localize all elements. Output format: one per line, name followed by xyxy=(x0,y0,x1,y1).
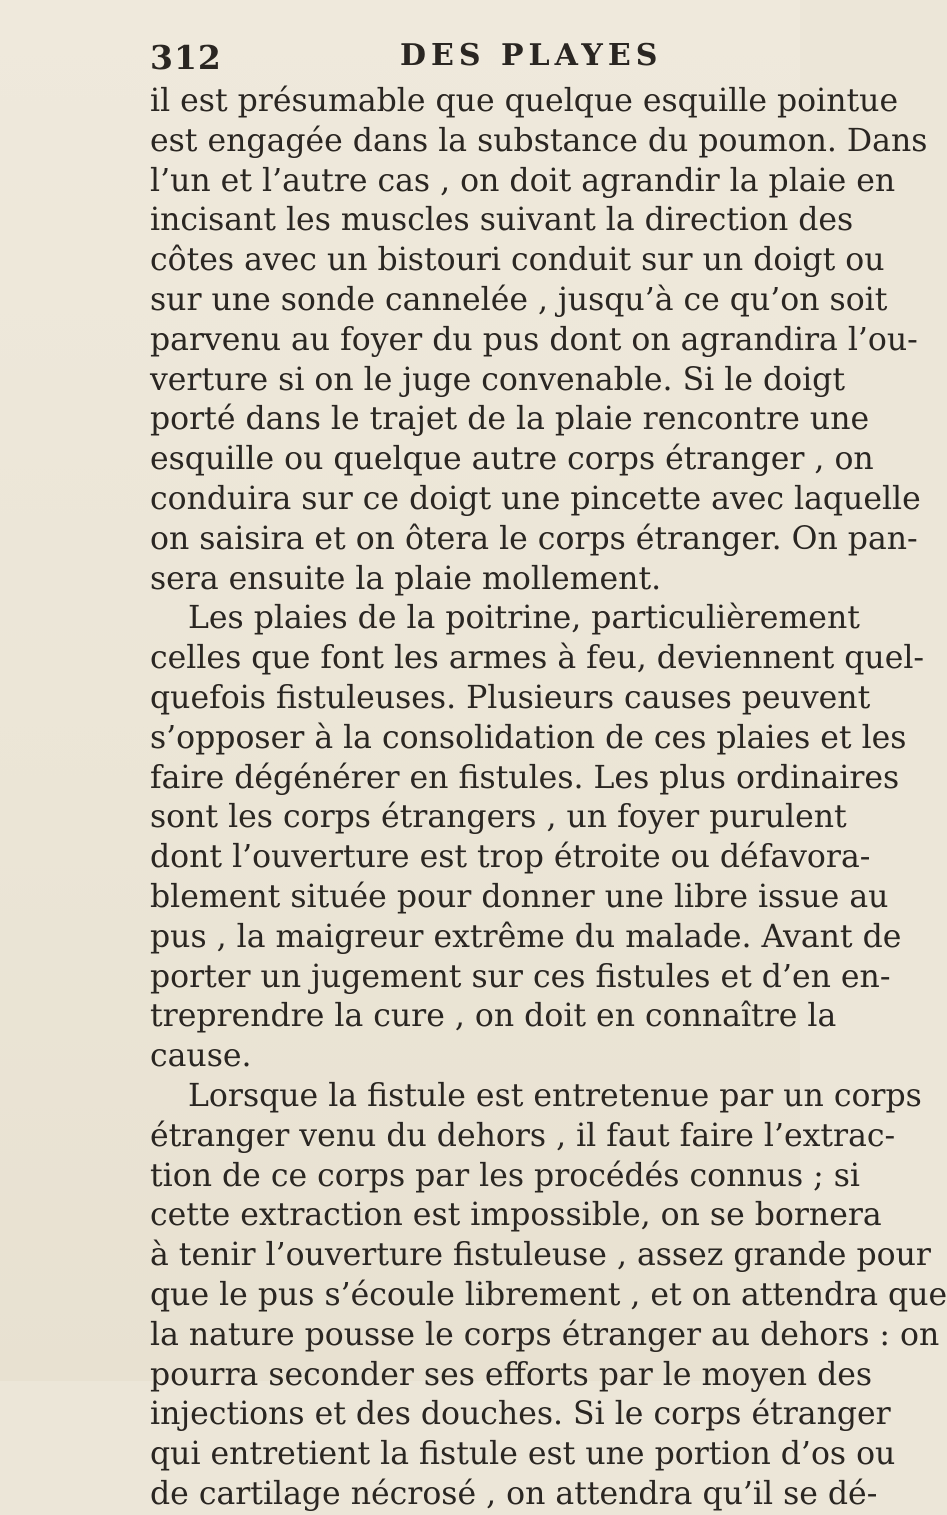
text-line: pus , la maigreur extrême du malade. Avant de xyxy=(150,918,902,955)
text-line: conduira sur ce doigt une pincette avec laquelle xyxy=(150,480,921,517)
text-line: incisant les muscles suivant la direction des xyxy=(150,202,854,239)
text-line: porté dans le trajet de la plaie rencontre une xyxy=(150,401,870,438)
text-line: qui entretient la fistule est une portion d’os ou xyxy=(150,1436,896,1473)
text-line: étranger venu du dehors , il faut faire l’extrac- xyxy=(150,1117,896,1154)
text-line: à tenir l’ouverture fistuleuse , assez grande pour xyxy=(150,1237,931,1274)
text-line: treprendre la cure , on doit en connaître la xyxy=(150,998,837,1035)
text-line: cette extraction est impossible, on se bornera xyxy=(150,1197,882,1234)
text-line: parvenu au foyer du pus dont on agrandira l’ou- xyxy=(150,321,918,358)
text-line: sera ensuite la plaie mollement. xyxy=(150,560,662,597)
text-line: côtes avec un bistouri conduit sur un doigt ou xyxy=(150,242,885,279)
text-line: verture si on le juge convenable. Si le doigt xyxy=(150,361,845,398)
text-line: porter un jugement sur ces fistules et d’en en- xyxy=(150,958,891,995)
text-line: Les plaies de la poitrine, particulièrement xyxy=(188,600,860,637)
text-line: que le pus s’écoule librement , et on attendra que xyxy=(150,1276,947,1313)
text-line: blement située pour donner une libre issue au xyxy=(150,878,889,915)
text-line: tion de ce corps par les procédés connus ; si xyxy=(150,1157,860,1194)
text-line: injections et des douches. Si le corps étranger xyxy=(150,1396,891,1433)
text-line: de cartilage nécrosé , on attendra qu’il se dé- xyxy=(150,1475,878,1512)
text-line: Lorsque la fistule est entretenue par un corps xyxy=(188,1077,922,1114)
text-line: celles que font les armes à feu, deviennent quel- xyxy=(150,640,925,677)
text-line: faire dégénérer en fistules. Les plus ordinaires xyxy=(150,759,900,796)
text-line: l’un et l’autre cas , on doit agrandir la plaie en xyxy=(150,162,896,199)
text-line: pourra seconder ses efforts par le moyen des xyxy=(150,1356,873,1393)
text-line: s’opposer à la consolidation de ces plaies et les xyxy=(150,719,907,756)
body-text xyxy=(150,82,947,1515)
text-line: sont les corps étrangers , un foyer purulent xyxy=(150,799,847,836)
text-line: est engagée dans la substance du poumon. Dans xyxy=(150,122,928,159)
text-line: esquille ou quelque autre corps étranger , on xyxy=(150,441,874,478)
page-number: 312 xyxy=(150,38,222,77)
running-title: DES PLAYES xyxy=(400,38,663,73)
text-line: on saisira et on ôtera le corps étranger. On pan- xyxy=(150,520,918,557)
text-line: il est présumable que quelque esquille pointue xyxy=(150,83,899,119)
text-line: la nature pousse le corps étranger au dehors : on xyxy=(150,1316,940,1353)
page-header xyxy=(150,38,790,78)
text-line: quefois fistuleuses. Plusieurs causes peuvent xyxy=(150,679,871,716)
text-line: cause. xyxy=(150,1038,252,1075)
text-line: sur une sonde cannelée , jusqu’à ce qu’on soit xyxy=(150,281,888,318)
text-line: dont l’ouverture est trop étroite ou défavora- xyxy=(150,839,871,876)
